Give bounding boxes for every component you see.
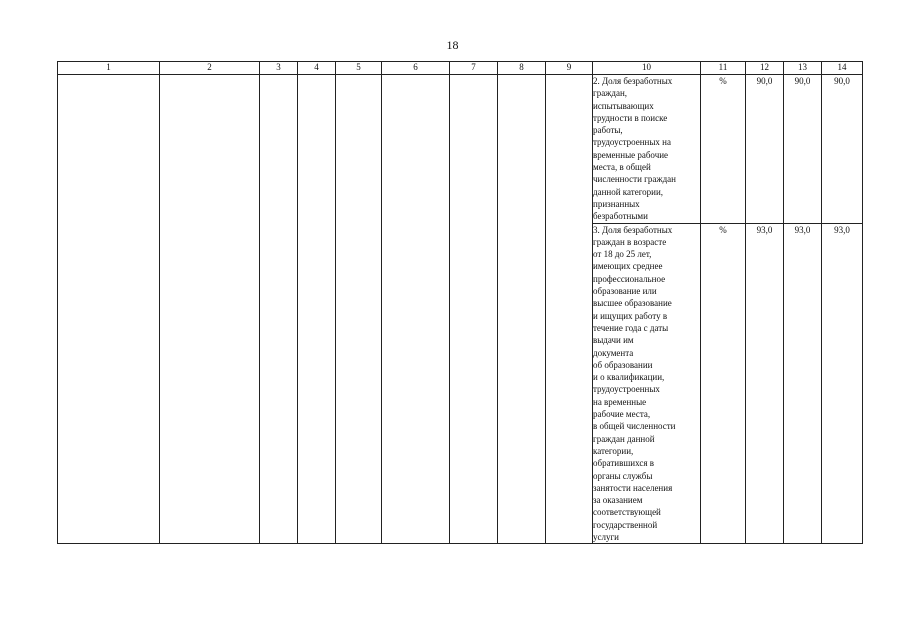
- cell-col-1: [58, 75, 160, 544]
- column-header: 4: [298, 62, 336, 75]
- cell-col-4: [298, 75, 336, 544]
- indicator-value: 93,0: [822, 223, 863, 544]
- cell-col-7: [450, 75, 498, 544]
- indicator-value: 90,0: [784, 75, 822, 224]
- page-number: 18: [446, 38, 459, 52]
- column-header: 12: [746, 62, 784, 75]
- cell-col-6: [382, 75, 450, 544]
- column-header: 3: [260, 62, 298, 75]
- indicator-value: 93,0: [784, 223, 822, 544]
- column-header: 6: [382, 62, 450, 75]
- table-row: [58, 75, 863, 224]
- column-header: 5: [336, 62, 382, 75]
- cell-col-5: [336, 75, 382, 544]
- indicator-value: 90,0: [746, 75, 784, 224]
- cell-col-8: [498, 75, 546, 544]
- indicator-table: [57, 61, 863, 544]
- header-row: [58, 62, 863, 75]
- column-header: 14: [822, 62, 863, 75]
- indicator-unit: %: [701, 223, 746, 544]
- column-header: 2: [160, 62, 260, 75]
- column-header: 11: [701, 62, 746, 75]
- column-header: 1: [58, 62, 160, 75]
- indicator-description: 2. Доля безработных граждан, испытывающих трудности в поиске работы, трудоустроенных на временные рабочие места, в общей численности граждан данной категории, признанных безработными: [593, 75, 701, 224]
- cell-col-3: [260, 75, 298, 544]
- column-header: 7: [450, 62, 498, 75]
- cell-col-2: [160, 75, 260, 544]
- indicator-value: 90,0: [822, 75, 863, 224]
- indicator-unit: %: [701, 75, 746, 224]
- column-header: 10: [593, 62, 701, 75]
- cell-col-9: [546, 75, 593, 544]
- indicator-description: 3. Доля безработных граждан в возрасте от 18 до 25 лет, имеющих среднее профессиональное образование или высшее образование и ищущих работу в течение года с даты выдачи им документа об образовании и о квалификации, трудоустроенных на временные рабочие места, в общей численности граждан данной категории, обратившихся в органы службы занятости населения за оказанием соответствующей государственной услуги: [593, 223, 701, 544]
- column-header: 8: [498, 62, 546, 75]
- column-header: 9: [546, 62, 593, 75]
- indicator-value: 93,0: [746, 223, 784, 544]
- column-header: 13: [784, 62, 822, 75]
